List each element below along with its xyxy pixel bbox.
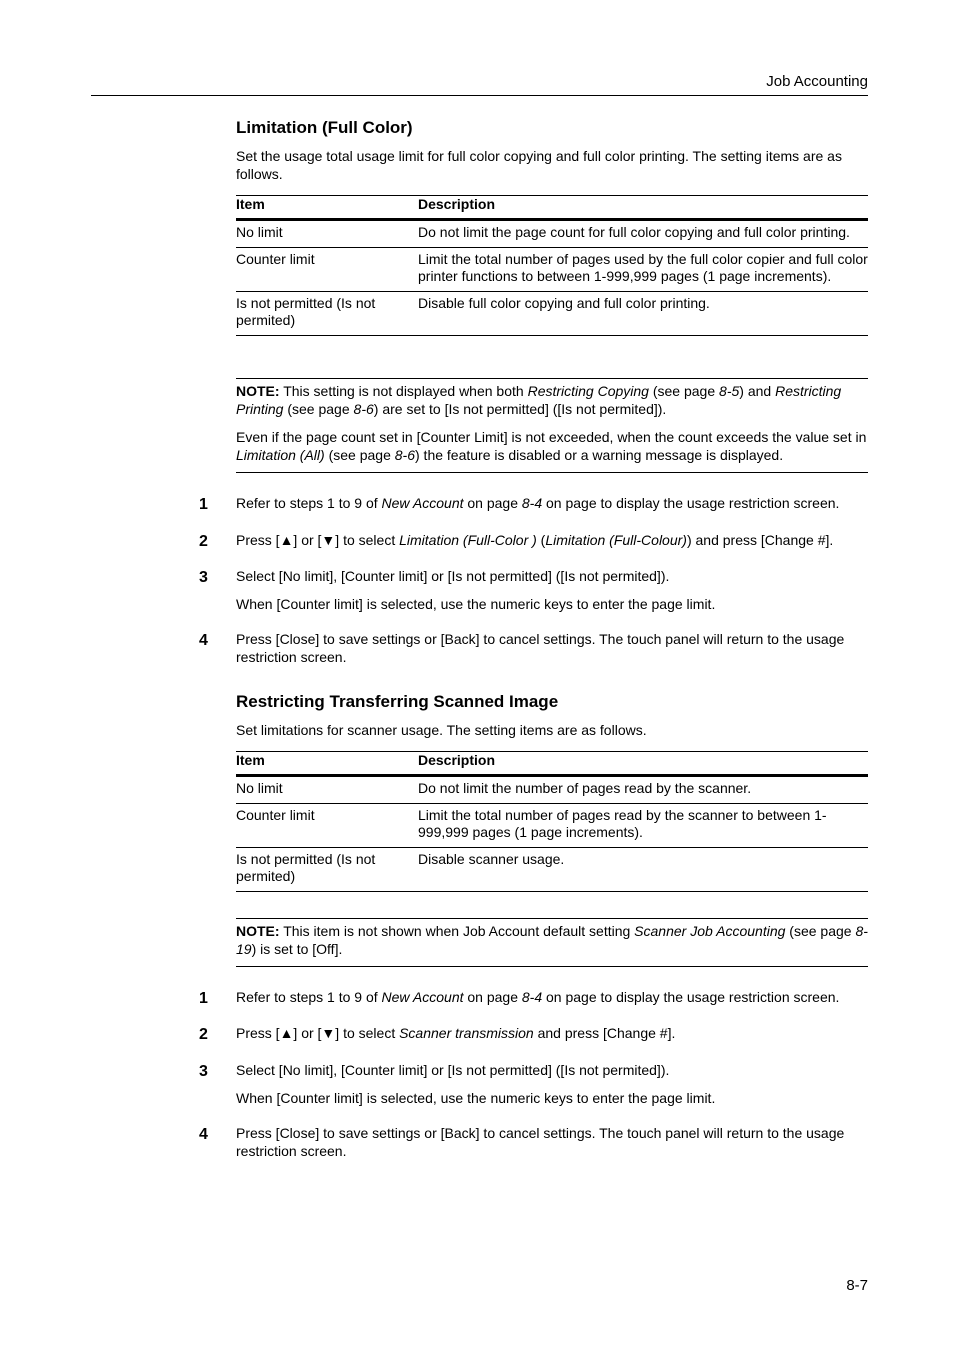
step-text-part: ( (536, 532, 546, 548)
step-text (236, 532, 868, 550)
table-row (236, 247, 868, 291)
note-page-ref: 8-6 (353, 400, 374, 417)
section-intro-scanner: Set limitations for scanner usage. The setting items are as follows. (236, 722, 647, 738)
step-text: Select [No limit], [Counter limit] or [Is not permitted] ([Is not permited]). (236, 1062, 670, 1078)
table-cell-description: Do not limit the page count for full color copying and full color printing. (418, 220, 868, 248)
step-number: 1 (199, 990, 208, 1007)
note-text: Even if the page count set in [Counter Limit] is not exceeded, when the count exceeds the value set in (236, 429, 867, 445)
table-cell-item: Counter limit (236, 247, 418, 291)
table-row (236, 220, 868, 248)
page-number: 8-7 (846, 1277, 868, 1294)
note-text: ) and (739, 383, 776, 399)
step-text-part: and press [Change #]. (533, 1025, 676, 1041)
note-reference: Limitation (All) (236, 446, 325, 463)
step-subtext: When [Counter limit] is selected, use the numeric keys to enter the page limit. (236, 1090, 716, 1106)
note-reference: Restricting Printing (236, 383, 842, 417)
note-text: ) is set to [Off]. (251, 940, 343, 957)
table-row (236, 776, 868, 804)
note-page-ref: 8-5 (719, 383, 740, 399)
step-text-part: ) and press [Change #]. (686, 532, 834, 548)
step-number: 4 (199, 632, 208, 649)
note-reference: Restricting Copying (527, 383, 649, 399)
step-text-part: on page (463, 495, 522, 511)
table-header-row (236, 752, 868, 776)
column-header-description: Description (418, 196, 868, 220)
table-header-row (236, 196, 868, 220)
step-text (236, 1025, 868, 1043)
settings-table-scanner (236, 751, 868, 892)
header-rule (91, 95, 868, 96)
table-cell-description: Disable scanner usage. (418, 847, 868, 891)
step-number: 3 (199, 1063, 208, 1080)
step-text-part: Refer to steps 1 to 9 of (236, 989, 382, 1005)
note-box-scanner (236, 918, 868, 967)
note-reference: Scanner Job Accounting (634, 923, 786, 939)
table-cell-description: Limit the total number of pages used by the full color copier and full color printer functions to between 1-999,999 pages (1 page increments). (418, 247, 868, 291)
note-paragraph (236, 923, 868, 958)
table-cell-description: Limit the total number of pages read by the scanner to between 1-999,999 pages (1 page increments). (418, 803, 868, 847)
note-paragraph (236, 383, 868, 418)
step-text-part: on page (463, 989, 522, 1005)
table-row (236, 803, 868, 847)
step-text (236, 495, 868, 513)
note-text: (see page (283, 400, 354, 417)
step-text: Press [Close] to save settings or [Back] to cancel settings. The touch panel will return to the usage restriction screen. (236, 1125, 845, 1159)
table-row (236, 291, 868, 335)
step-text-part: on page to display the usage restriction screen. (542, 989, 840, 1005)
step-subtext: When [Counter limit] is selected, use the numeric keys to enter the page limit. (236, 596, 716, 612)
note-paragraph (236, 429, 868, 464)
running-header: Job Accounting (766, 73, 868, 90)
step-reference: New Account (381, 989, 464, 1005)
note-label: NOTE: (236, 923, 280, 939)
note-text: This item is not shown when Job Account default setting (279, 923, 635, 939)
note-text: (see page (648, 383, 720, 399)
table-row (236, 847, 868, 891)
step-page-ref: 8-4 (521, 495, 543, 511)
step-page-ref: 8-4 (521, 989, 543, 1005)
note-text: ) the feature is disabled or a warning message is displayed. (415, 446, 784, 463)
column-header-description: Description (418, 752, 868, 776)
step-text-part: Refer to steps 1 to 9 of (236, 495, 382, 511)
step-reference: Limitation (Full-Color ) (399, 532, 537, 548)
note-text: ) are set to [Is not permitted] ([Is not permited]). (373, 400, 667, 417)
step-reference: Limitation (Full-Colour) (545, 532, 687, 548)
table-cell-description: Do not limit the number of pages read by the scanner. (418, 776, 868, 804)
note-page-ref: 8-19 (236, 923, 868, 957)
column-header-item: Item (236, 196, 418, 220)
table-cell-item: No limit (236, 776, 418, 804)
step-text: Select [No limit], [Counter limit] or [Is not permitted] ([Is not permited]). (236, 568, 670, 584)
section-heading-scanner: Restricting Transferring Scanned Image (236, 692, 559, 711)
step-text-part: on page to display the usage restriction screen. (542, 495, 840, 511)
table-cell-item: Is not permitted (Is not permited) (236, 847, 418, 891)
table-cell-item: Is not permitted (Is not permited) (236, 291, 418, 335)
step-number: 2 (199, 533, 208, 550)
table-cell-item: Counter limit (236, 803, 418, 847)
step-number: 4 (199, 1126, 208, 1143)
table-cell-description: Disable full color copying and full color printing. (418, 291, 868, 335)
step-reference: New Account (381, 495, 464, 511)
step-text-part: Press [▲] or [▼] to select (236, 532, 400, 548)
step-number: 1 (199, 496, 208, 513)
step-text-part: Press [▲] or [▼] to select (236, 1025, 400, 1041)
table-cell-item: No limit (236, 220, 418, 248)
note-text: (see page (324, 446, 395, 463)
settings-table-full-color (236, 195, 868, 336)
note-label: NOTE: (236, 383, 280, 399)
step-number: 3 (199, 569, 208, 586)
step-text: Press [Close] to save settings or [Back] to cancel settings. The touch panel will return to the usage restriction screen. (236, 631, 845, 665)
note-text: This setting is not displayed when both (279, 383, 528, 399)
step-text (236, 989, 868, 1007)
section-heading-full-color: Limitation (Full Color) (236, 118, 413, 137)
section-intro-full-color: Set the usage total usage limit for full color copying and full color printing. The setting items are as follows. (236, 148, 842, 182)
note-text: (see page (785, 923, 856, 939)
step-number: 2 (199, 1026, 208, 1043)
note-box-full-color (236, 378, 868, 473)
step-reference: Scanner transmission (399, 1025, 534, 1041)
note-page-ref: 8-6 (394, 446, 415, 463)
column-header-item: Item (236, 752, 418, 776)
